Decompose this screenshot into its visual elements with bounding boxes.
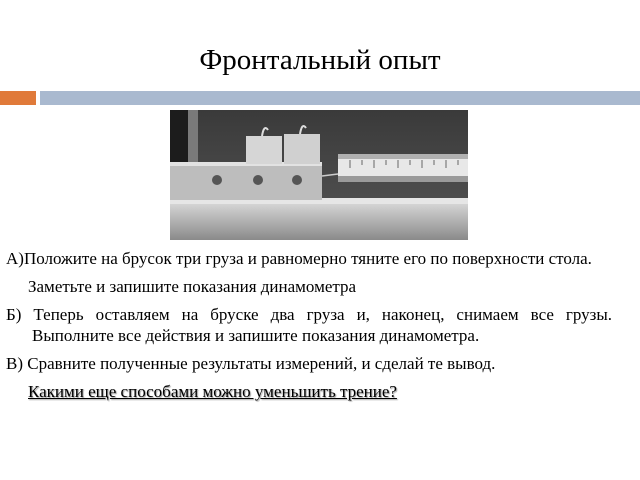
instruction-a: А)Положите на брусок три груза и равномерно тяните его по поверхности стола. [6, 249, 592, 268]
accent-bar-blue [40, 91, 640, 105]
instruction-c: В) Сравните полученные результаты измерений, и сделай те вывод. [6, 354, 496, 373]
question-text: Какими еще способами можно уменьшить трение? [28, 382, 397, 401]
accent-bar-orange [0, 91, 36, 105]
slide-title: Фронтальный опыт [199, 44, 441, 76]
experiment-photo [170, 110, 468, 240]
instructions-block [6, 248, 612, 402]
instruction-note: Заметьте и запишите показания динамометра [28, 277, 357, 296]
instruction-b: Б) Теперь оставляем на бруске два груза и, наконец, снимаем все грузы. Выполните все действия и запишите показания динамометра. [6, 305, 612, 345]
